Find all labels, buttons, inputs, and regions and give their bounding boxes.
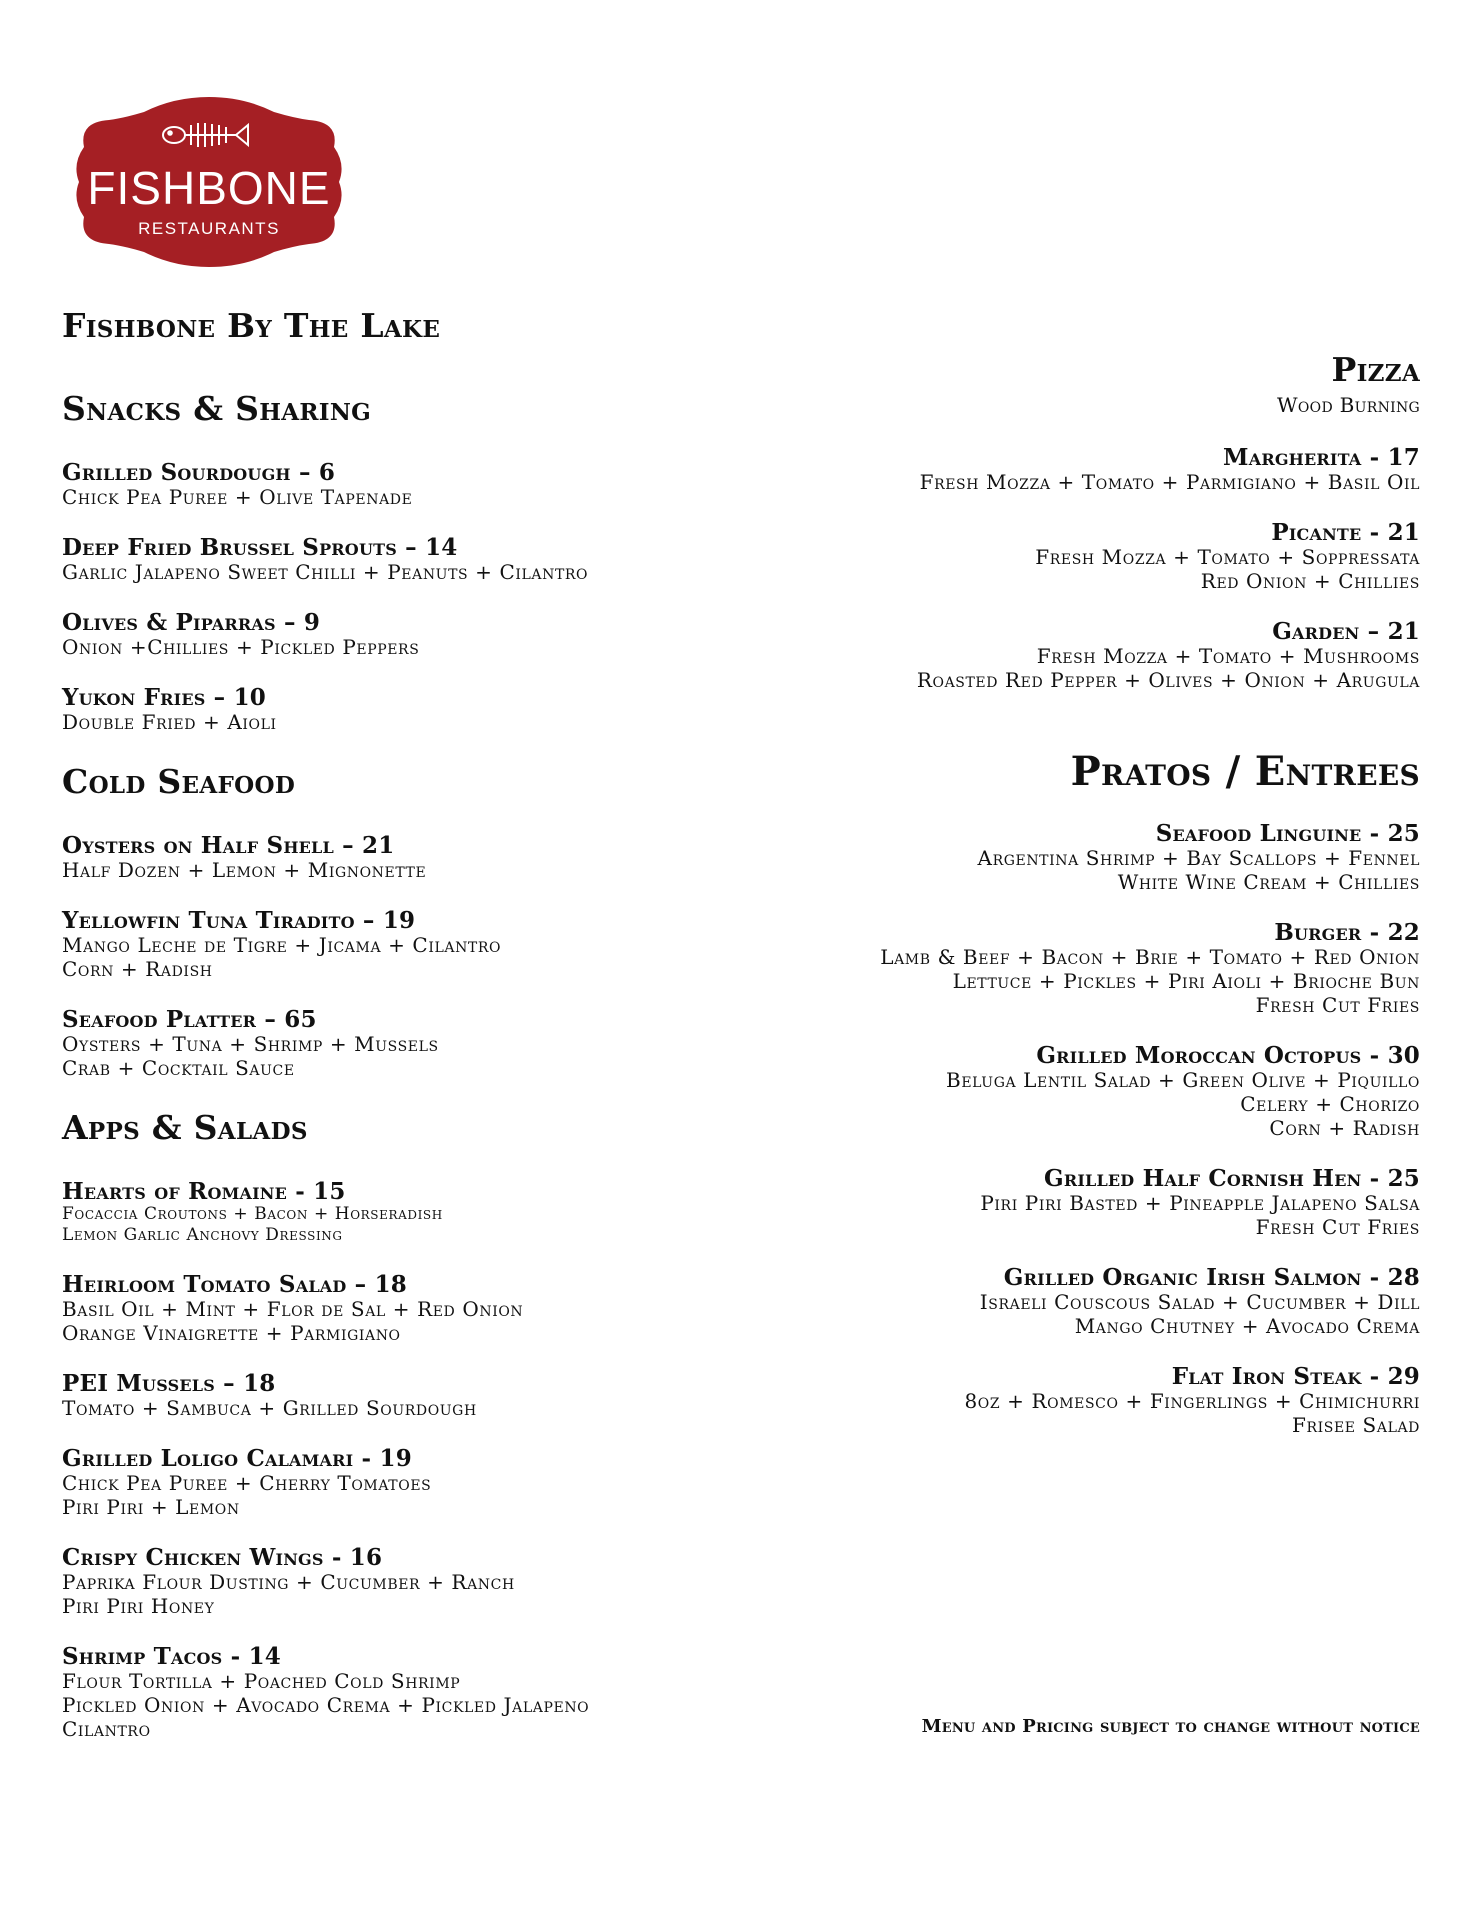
pizza-heading: Pizza: [1331, 350, 1420, 389]
menu-item-description: Onion +Chillies + Pickled Peppers: [62, 635, 420, 659]
menu-item-description: Mango Chutney + Avocado Crema: [1074, 1314, 1420, 1338]
menu-item: [700, 920, 1420, 1017]
logo-brand-text: FISHBONE: [87, 162, 331, 214]
menu-item-description: Cilantro: [62, 1717, 151, 1741]
menu-item: [62, 1272, 762, 1345]
menu-item: [700, 1166, 1420, 1239]
menu-item: [62, 1446, 762, 1519]
menu-item-description: Chick Pea Puree + Olive Tapenade: [62, 485, 413, 509]
menu-item: [62, 1179, 762, 1246]
menu-item-description: Celery + Chorizo: [1240, 1092, 1420, 1116]
menu-item: [700, 821, 1420, 894]
menu-item: [700, 619, 1420, 692]
menu-item: [62, 610, 762, 659]
menu-item-description: Fresh Cut Fries: [1255, 1215, 1420, 1239]
menu-item-description: Fresh Cut Fries: [1255, 993, 1420, 1017]
menu-section: [62, 389, 762, 734]
menu-item: [700, 445, 1420, 494]
left-sections: [62, 389, 762, 1741]
menu-item: [62, 908, 762, 981]
menu-item-name: Burger - 22: [1274, 919, 1420, 946]
menu-item-description: Roasted Red Pepper + Olives + Onion + Arugula: [916, 668, 1420, 692]
menu-item-description: Piri Piri + Lemon: [62, 1495, 240, 1519]
menu-item-description: Fresh Mozza + Tomato + Parmigiano + Basil Oil: [919, 470, 1420, 494]
menu-item-description: 8oz + Romesco + Fingerlings + Chimichurri: [964, 1389, 1420, 1413]
restaurant-logo: [64, 92, 354, 270]
menu-item-description: Argentina Shrimp + Bay Scallops + Fennel: [977, 846, 1420, 870]
pizza-subheading: Wood Burning: [1277, 393, 1420, 417]
menu-item-name: Flat Iron Steak - 29: [1171, 1363, 1420, 1390]
menu-item-description: Lettuce + Pickles + Piri Aioli + Brioche Bun: [952, 969, 1420, 993]
menu-item: [700, 1043, 1420, 1140]
entree-items: [700, 821, 1420, 1437]
menu-item-description: Tomato + Sambuca + Grilled Sourdough: [62, 1396, 477, 1420]
menu-item-description: Crab + Cocktail Sauce: [62, 1056, 295, 1080]
menu-item-name: Margherita - 17: [1223, 444, 1420, 471]
menu-item: [62, 1371, 762, 1420]
menu-item-name: Garden – 21: [1272, 618, 1420, 645]
section-heading: Snacks & Sharing: [62, 389, 372, 428]
menu-item-description: Basil Oil + Mint + Flor de Sal + Red Onion: [62, 1297, 524, 1321]
menu-item-description: Focaccia Croutons + Bacon + Horseradish: [62, 1204, 443, 1224]
menu-item-name: Grilled Organic Irish Salmon - 28: [1003, 1264, 1420, 1291]
left-column: [62, 306, 762, 1769]
menu-item-name: Hearts of Romaine - 15: [62, 1178, 346, 1205]
restaurant-title: Fishbone By The Lake: [62, 306, 441, 345]
menu-item: [62, 535, 762, 584]
menu-item-name: Grilled Half Cornish Hen - 25: [1043, 1165, 1420, 1192]
menu-item-description: Lamb & Beef + Bacon + Brie + Tomato + Red Onion: [880, 945, 1420, 969]
menu-item-name: Grilled Moroccan Octopus - 30: [1036, 1042, 1420, 1069]
menu-item-description: Beluga Lentil Salad + Green Olive + Piquillo: [946, 1068, 1420, 1092]
menu-item: [62, 1644, 762, 1741]
entrees-heading: Pratos / Entrees: [1070, 748, 1420, 795]
menu-item-name: Seafood Linguine - 25: [1155, 820, 1420, 847]
menu-item-name: Crispy Chicken Wings - 16: [62, 1544, 383, 1571]
menu-item-description: Frisee Salad: [1292, 1413, 1420, 1437]
menu-item-name: Grilled Loligo Calamari - 19: [62, 1445, 412, 1472]
menu-item-description: Half Dozen + Lemon + Mignonette: [62, 858, 427, 882]
menu-item-description: Double Fried + Aioli: [62, 710, 277, 734]
menu-item-description: Red Onion + Chillies: [1200, 569, 1420, 593]
menu-item-name: Deep Fried Brussel Sprouts – 14: [62, 534, 458, 561]
menu-item-description: Mango Leche de Tigre + Jicama + Cilantro: [62, 933, 502, 957]
menu-section: [62, 1108, 762, 1741]
pizza-section: [700, 350, 1420, 692]
menu-item-name: Shrimp Tacos - 14: [62, 1643, 281, 1670]
menu-item-name: Oysters on Half Shell – 21: [62, 832, 395, 859]
menu-item-name: Heirloom Tomato Salad – 18: [62, 1271, 407, 1298]
menu-item-description: Corn + Radish: [62, 957, 213, 981]
menu-item-name: Yukon Fries – 10: [62, 684, 267, 711]
menu-item-description: Lemon Garlic Anchovy Dressing: [62, 1225, 343, 1245]
menu-item-description: Chick Pea Puree + Cherry Tomatoes: [62, 1471, 432, 1495]
pricing-notice: Menu and Pricing subject to change without notice: [921, 1716, 1420, 1737]
menu-item-description: Corn + Radish: [1269, 1116, 1420, 1140]
pizza-items: [700, 445, 1420, 692]
menu-item: [700, 1364, 1420, 1437]
menu-item: [700, 1265, 1420, 1338]
menu-item: [62, 833, 762, 882]
menu-item: [700, 520, 1420, 593]
menu-item-name: Olives & Piparras – 9: [62, 609, 321, 636]
menu-item-description: Flour Tortilla + Poached Cold Shrimp: [62, 1669, 461, 1693]
menu-item-description: Pickled Onion + Avocado Crema + Pickled Jalapeno: [62, 1693, 590, 1717]
logo-sub-text: RESTAURANTS: [138, 219, 280, 238]
entrees-section: [700, 748, 1420, 1437]
menu-item-name: Grilled Sourdough – 6: [62, 459, 336, 486]
menu-item-description: White Wine Cream + Chillies: [1117, 870, 1420, 894]
menu-item-description: Israeli Couscous Salad + Cucumber + Dill: [979, 1290, 1420, 1314]
menu-item-description: Fresh Mozza + Tomato + Mushrooms: [1036, 644, 1420, 668]
menu-item: [62, 685, 762, 734]
menu-item-description: Piri Piri Honey: [62, 1594, 215, 1618]
menu-item: [62, 460, 762, 509]
section-heading: Cold Seafood: [62, 762, 296, 801]
menu-item-name: Picante - 21: [1271, 519, 1420, 546]
menu-item-description: Garlic Jalapeno Sweet Chilli + Peanuts + Cilantro: [62, 560, 589, 584]
menu-item-name: Yellowfin Tuna Tiradito – 19: [62, 907, 416, 934]
menu-item-description: Orange Vinaigrette + Parmigiano: [62, 1321, 401, 1345]
menu-section: [62, 762, 762, 1080]
menu-item-description: Fresh Mozza + Tomato + Soppressata: [1035, 545, 1420, 569]
section-heading: Apps & Salads: [62, 1108, 308, 1147]
menu-item-name: PEI Mussels – 18: [62, 1370, 276, 1397]
menu-item: [62, 1545, 762, 1618]
menu-item: [62, 1007, 762, 1080]
menu-item-description: Oysters + Tuna + Shrimp + Mussels: [62, 1032, 439, 1056]
menu-item-description: Paprika Flour Dusting + Cucumber + Ranch: [62, 1570, 515, 1594]
menu-item-name: Seafood Platter – 65: [62, 1006, 317, 1033]
menu-item-description: Piri Piri Basted + Pineapple Jalapeno Salsa: [980, 1191, 1420, 1215]
right-column: [700, 350, 1420, 1465]
